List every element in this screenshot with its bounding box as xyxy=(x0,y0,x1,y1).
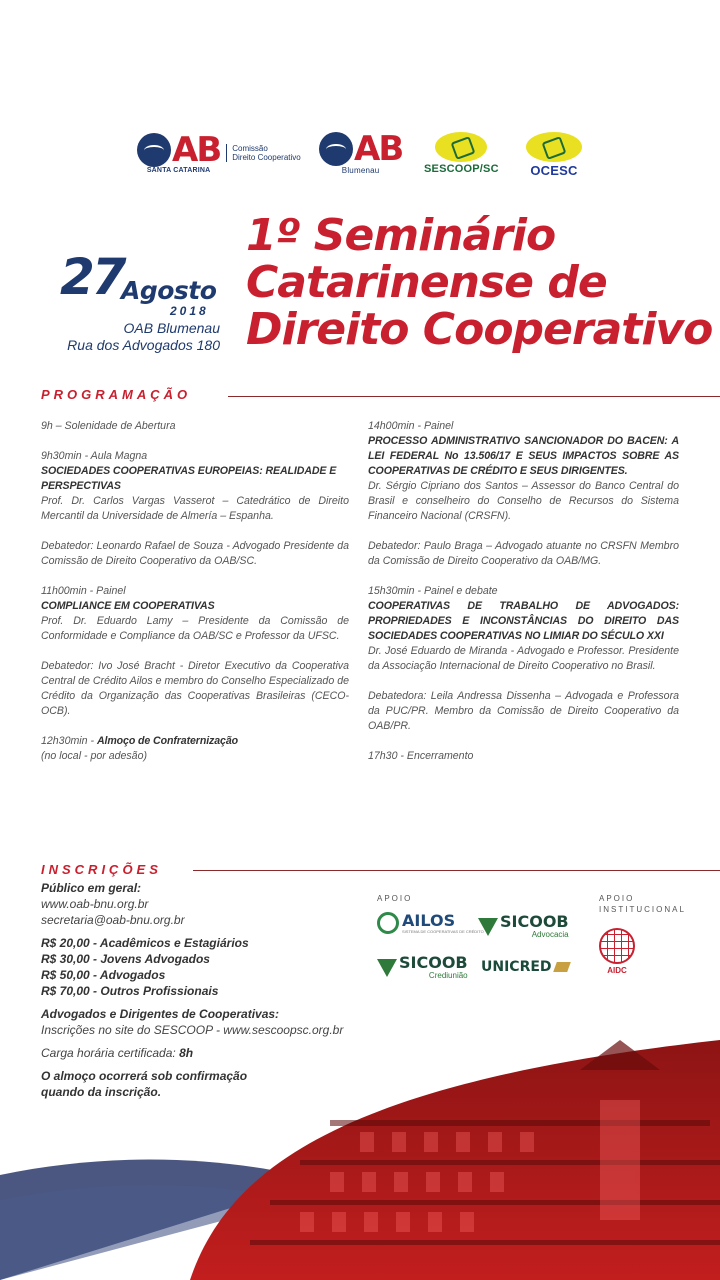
schedule-item xyxy=(41,584,349,644)
schedule-left-column xyxy=(41,419,349,779)
programacao-divider xyxy=(228,396,720,397)
schedule-speaker: Prof. Dr. Carlos Vargas Vasserot – Catedrático de Direito Mercantil da Universidade de Almería – Espanha. xyxy=(41,495,349,522)
schedule-item xyxy=(41,734,349,764)
unicred-label: UNICRED xyxy=(481,959,552,975)
venue-address: Rua dos Advogados 180 xyxy=(67,337,220,353)
aidc-logo xyxy=(599,928,635,975)
oab-sc-logo: AB SANTA CATARINA Comissão Direito Cooperativo xyxy=(137,132,301,174)
schedule-time: 9h – Solenidade de Abertura xyxy=(41,420,176,432)
price-item: R$ 20,00 - Acadêmicos e Estagiários xyxy=(41,936,249,950)
oab-commission-label: Comissão Direito Cooperativo xyxy=(226,144,300,162)
schedule-debater: Debatedor: Leonardo Rafael de Souza - Advogado Presidente da Comissão de Direito Cooperativo da OAB/SC. xyxy=(41,540,349,567)
building-photo-decoration xyxy=(0,1040,720,1280)
email-link[interactable]: secretaria@oab-bnu.org.br xyxy=(41,913,185,927)
schedule-item xyxy=(41,449,349,524)
oab-sc-sub: SANTA CATARINA xyxy=(146,166,211,174)
event-venue xyxy=(62,320,220,354)
almoco-note-1: O almoço ocorrerá sob confirmação xyxy=(41,1069,248,1083)
sescoop-label: SESCOOP/SC xyxy=(424,163,499,175)
schedule-debater: Debatedor: Paulo Braga – Advogado atuante no CRSFN Membro da Comissão de Direito Cooperativo da OAB/MG. xyxy=(368,540,679,567)
schedule-title: Almoço de Confraternização xyxy=(96,735,238,747)
schedule-title: PROCESSO ADMINISTRATIVO SANCIONADOR DO BACEN: A LEI FEDERAL No 13.506/17 E SEUS IMPACTOS SOBRE AS COOPERATIVAS DE CRÉDITO E SEUS DIRIGENTES. xyxy=(368,435,679,477)
schedule-speaker: Prof. Dr. Eduardo Lamy – Presidente da Comissão de Conformidade e Compliance da OAB/SC e Professor da UFSC. xyxy=(41,615,349,642)
schedule-item xyxy=(368,689,679,734)
event-year: 2018 xyxy=(170,304,209,318)
unicred-logo xyxy=(481,960,569,974)
schedule-time: 11h00min - Painel xyxy=(41,585,126,597)
programacao-heading: PROGRAMAÇÃO xyxy=(41,387,192,402)
sicoob-emblem-icon xyxy=(478,918,498,936)
schedule-item xyxy=(368,539,679,569)
apoio-label: APOIO xyxy=(377,894,413,903)
ailos-emblem-icon xyxy=(377,912,399,934)
sescoop-emblem-icon xyxy=(435,132,487,162)
sicoob-emblem-icon xyxy=(377,959,397,977)
price-list xyxy=(41,935,351,999)
title-line-3: Direito Cooperativo xyxy=(246,304,713,355)
ailos-label: AILOS xyxy=(402,910,456,930)
globe-icon xyxy=(599,928,635,964)
event-month: Agosto xyxy=(121,276,217,305)
schedule-item xyxy=(368,749,679,764)
apoio-institucional-label xyxy=(599,893,686,915)
oab-blumenau-logo: AB Blumenau xyxy=(319,132,402,174)
aidc-label: AIDC xyxy=(607,966,627,975)
price-item: R$ 70,00 - Outros Profissionais xyxy=(41,984,219,998)
carga-value: 8h xyxy=(179,1046,194,1060)
sicoob-sub: Advocacia xyxy=(531,930,569,939)
title-line-1: 1º Seminário xyxy=(246,210,556,261)
ocesc-emblem-icon xyxy=(526,132,582,162)
ailos-logo xyxy=(377,912,484,934)
schedule-time: 15h30min - Painel e debate xyxy=(368,585,498,597)
sicoob-advocacia-logo xyxy=(478,914,569,939)
schedule-debater: Debatedor: Ivo José Bracht - Diretor Executivo da Cooperativa Central de Crédito Ailos e membro do Conselho Especializado de Crédito da Organização das Cooperativas Brasileiras (CECO-OCB). xyxy=(41,660,349,717)
publico-label: Público em geral: xyxy=(41,881,142,895)
schedule-time: 9h30min - Aula Magna xyxy=(41,450,148,462)
schedule-item xyxy=(41,539,349,569)
ocesc-logo xyxy=(526,132,582,178)
schedule-speaker: Dr. Sérgio Cipriano dos Santos – Assessor do Banco Central do Brasil e conselheiro do Conselho de Recursos do Sistema Financeiro Nacional (CRSFN). xyxy=(368,480,679,522)
schedule-item xyxy=(41,419,349,434)
price-item: R$ 30,00 - Jovens Advogados xyxy=(41,952,210,966)
apoio-inst-line-2: INSTITUCIONAL xyxy=(599,905,686,914)
sescoop-logo xyxy=(424,132,499,175)
dirigentes-label: Advogados e Dirigentes de Cooperativas: xyxy=(41,1007,280,1021)
schedule-right-column xyxy=(368,419,679,779)
sicoob-label: SICOOB xyxy=(500,912,569,931)
schedule-time: 14h00min - Painel xyxy=(368,420,454,432)
schedule-debater: Debatedora: Leila Andressa Dissenha – Advogada e Professora da PUC/PR. Membro da Comissão de Direito Cooperativo da OAB/PR. xyxy=(368,690,679,732)
inscricoes-divider xyxy=(193,870,720,871)
schedule-title: COMPLIANCE EM COOPERATIVAS xyxy=(41,600,215,612)
title-line-2: Catarinense de xyxy=(246,257,607,308)
oab-blumenau-sub: Blumenau xyxy=(341,165,380,175)
sicoob-crediuniao-logo xyxy=(377,955,468,980)
website-link[interactable]: www.oab-bnu.org.br xyxy=(41,897,149,911)
venue-name: OAB Blumenau xyxy=(123,320,220,336)
sicoob-label: SICOOB xyxy=(399,953,468,972)
schedule-item xyxy=(41,659,349,719)
schedule-title: COOPERATIVAS DE TRABALHO DE ADVOGADOS: PROPRIEDADES E INCONSTÂNCIAS DO DIREITO DAS SOCIEDADES COOPERATIVAS NO LIMIAR DO SÉCULO XXI xyxy=(368,600,679,642)
schedule-time: 12h30min - xyxy=(41,735,97,747)
event-title xyxy=(246,212,712,353)
event-day: 27 xyxy=(60,248,124,306)
price-item: R$ 50,00 - Advogados xyxy=(41,968,166,982)
unicred-emblem-icon xyxy=(553,962,571,972)
schedule-time: 17h30 - Encerramento xyxy=(368,750,474,762)
ocesc-label: OCESC xyxy=(530,163,578,178)
ailos-sub: SISTEMA DE COOPERATIVAS DE CRÉDITO xyxy=(402,928,484,934)
inscricoes-heading: INSCRIÇÕES xyxy=(41,862,162,877)
schedule-item xyxy=(368,419,679,524)
dirigentes-text: Inscrições no site do SESCOOP - www.sescoopsc.org.br xyxy=(41,1023,344,1037)
schedule-speaker: Dr. José Eduardo de Miranda - Advogado e Professor. Presidente da Associação Internacional de Direito Cooperativo no Brasil. xyxy=(368,645,679,672)
carga-label: Carga horária certificada: xyxy=(41,1046,180,1060)
schedule-title: SOCIEDADES COOPERATIVAS EUROPEIAS: REALIDADE E PERSPECTIVAS xyxy=(41,465,337,492)
sicoob-sub: Crediunião xyxy=(428,971,468,980)
apoio-inst-line-1: APOIO xyxy=(599,894,635,903)
almoco-note-2: quando da inscrição. xyxy=(41,1085,162,1099)
schedule-item xyxy=(368,584,679,674)
schedule-note: (no local - por adesão) xyxy=(41,750,147,762)
